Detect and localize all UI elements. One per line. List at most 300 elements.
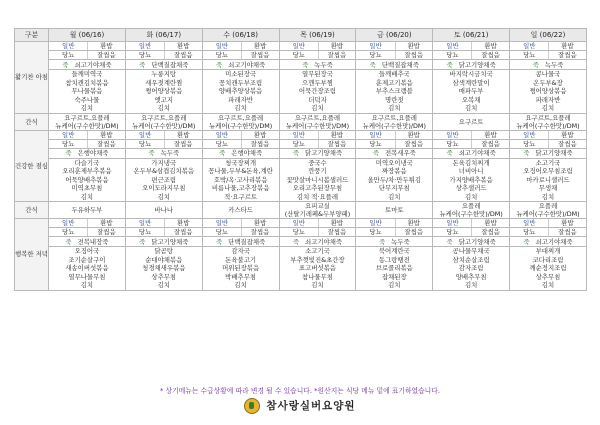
diet-sugar-label: 당뇨 <box>49 228 88 236</box>
dish-item: 청국장찌개 <box>225 158 257 167</box>
diet-chew-label: 잘씹음 <box>481 139 500 148</box>
dish-item: 앳고지 <box>154 95 174 104</box>
porridge-row <box>15 148 587 158</box>
diet-normal-label: 일반 <box>433 219 472 227</box>
dish-item: 오복채 <box>461 95 481 104</box>
porridge-item: 단백질잡채죽 <box>228 237 266 246</box>
snack-cell <box>279 202 356 219</box>
dish-item: 북어계란국 <box>378 247 410 255</box>
diet-cell <box>125 51 202 60</box>
diet-normal-label: 일반 <box>203 219 242 227</box>
dish-item: 상추무침 <box>535 272 561 281</box>
diet-chew-label: 잘씹음 <box>97 228 116 236</box>
dish-item: 삼치순살조림 <box>452 255 490 264</box>
porridge-item: 쇠고기야채죽 <box>458 149 496 157</box>
porridge-label: 죽 <box>523 237 530 246</box>
diet-low-label: 환밥 <box>407 42 420 50</box>
dish-item: 꽁나물,두부&돈육,계란 <box>208 167 273 175</box>
dish-item: 가지냉국 <box>151 158 177 167</box>
diet-cell <box>356 228 433 237</box>
diet-sugar-label: 당뇨 <box>280 51 319 59</box>
diet-chew-label: 잘씹음 <box>97 51 116 59</box>
dish-item: 참치캔김치볶음 <box>65 78 109 87</box>
porridge-cell <box>49 148 126 158</box>
dish-item: 훈제고기볶음 <box>375 78 413 87</box>
diet-sugar-label: 당뇨 <box>49 51 88 59</box>
dish-item: 상추무침 <box>151 272 177 281</box>
dish-row <box>15 70 587 114</box>
dish-item: 상추샐러드 <box>455 184 487 192</box>
snack-cell <box>125 113 202 130</box>
dish-item: 깨순정지조림 <box>529 264 567 272</box>
dish-item: 감자국 <box>231 247 250 255</box>
dish-item: 편근조림 <box>151 175 177 184</box>
diet-cell <box>279 228 356 237</box>
day-header: 수 (06/18) <box>202 29 279 42</box>
porridge-label: 죽 <box>292 237 300 246</box>
snack-item: 토마토 <box>385 206 404 214</box>
diet-cell <box>49 219 126 228</box>
porridge-label: 죽 <box>372 149 379 157</box>
diet-low-label: 환밥 <box>561 219 574 227</box>
porridge-cell <box>356 60 433 70</box>
dish-item: 어묵간장조림 <box>298 87 336 95</box>
day-header: 일 (06/22) <box>510 29 587 42</box>
dish-item: 적·요구르트 <box>224 192 258 201</box>
diet-cell <box>279 42 356 51</box>
dish-item: 김치 <box>234 281 247 289</box>
snack-cell <box>510 202 587 219</box>
diet-cell <box>356 219 433 228</box>
snack-cell <box>356 113 433 130</box>
dish-item: 부추껏빛진&초간장 <box>290 255 345 264</box>
snack-item: 요구르트,요플레 <box>294 113 341 122</box>
diet-chew-label: 잘씹음 <box>173 139 193 148</box>
dish-item: 다슬기국 <box>74 158 100 167</box>
diet-cell <box>279 130 356 139</box>
dish-item: 김치 <box>541 281 555 289</box>
snack-item: 뉴케어(구수한맛)/DM) <box>285 121 350 130</box>
diet-sugar-label: 당뇨 <box>510 140 549 148</box>
dish-item: 깐풍기 <box>308 167 327 175</box>
dish-item: 콩나물국 <box>535 70 561 78</box>
diet-cell <box>510 51 587 60</box>
porridge-item: 닭고기양채죽 <box>458 60 496 69</box>
dish-item: 쩡어양상볶음 <box>145 87 183 95</box>
dish-cell <box>433 247 510 291</box>
diet-low-label: 환밥 <box>177 130 190 139</box>
diet-sugar-label: 당뇨 <box>126 228 165 236</box>
dish-item: 공나물무채국 <box>452 247 490 255</box>
snack-item: (산탈기레페&두부양패) <box>284 210 351 218</box>
porridge-cell <box>433 237 510 247</box>
porridge-cell <box>279 60 356 70</box>
diet-chew-label: 잘씹음 <box>404 139 424 148</box>
dish-item: 김치 <box>311 281 324 289</box>
dish-item: 오이도라지무침 <box>142 184 186 192</box>
diet-chew-label: 잘씹음 <box>97 139 116 148</box>
diet-low-label: 환밥 <box>100 130 113 139</box>
dish-cell <box>279 70 356 114</box>
dish-item: 조기순살구이 <box>68 255 106 264</box>
dish-item: 돈육불고기 <box>225 255 257 264</box>
dish-item: 소고기국 <box>305 247 330 255</box>
facility-brand <box>0 398 600 414</box>
snack-cell <box>125 202 202 219</box>
diet-chew-label: 잘씹음 <box>327 51 347 59</box>
dish-item: 김치 <box>541 192 555 201</box>
dish-cell <box>202 247 279 291</box>
snack-item: 뉴케어(구수한맛)/DM) <box>516 121 580 130</box>
dish-item: 양배추양상볶음 <box>219 87 263 95</box>
snack-row <box>15 202 587 219</box>
diet-chew-label: 잘씹음 <box>173 228 193 236</box>
dish-item: 잡채된장 <box>381 272 407 281</box>
snack-cell <box>49 202 126 219</box>
meal-row <box>15 130 587 139</box>
diet-cell <box>49 228 126 237</box>
diet-chew-label: 잘씹음 <box>173 51 193 59</box>
dish-item: 올만두/차·만두튀김 <box>367 175 422 184</box>
diet-normal-label: 일반 <box>49 42 88 50</box>
diet-normal-label: 일반 <box>280 219 319 227</box>
porridge-label: 죽 <box>302 60 309 69</box>
porridge-cell <box>356 237 433 247</box>
porridge-item: 쇠고기야채죽 <box>305 237 343 246</box>
dish-item: 열무된장국 <box>302 70 333 78</box>
diet-cell <box>202 130 279 139</box>
porridge-label: 죽 <box>148 149 155 157</box>
dish-item: 누룽지탕 <box>151 70 177 78</box>
porridge-label: 죽 <box>292 149 300 157</box>
dish-item: 새송이버섯볶음 <box>65 264 109 272</box>
dish-item: 김치 <box>464 192 478 201</box>
diet-normal-label: 일반 <box>280 42 319 50</box>
diet-cell <box>125 130 202 139</box>
porridge-label: 죽 <box>532 60 539 69</box>
diet-cell <box>202 219 279 228</box>
meal-title: 행복한 저녁 <box>15 219 49 291</box>
dish-item: 마카로니샐러드 <box>526 175 570 184</box>
snack-item: 뉴케어(구수한맛)/DM) <box>439 210 503 218</box>
dish-item: 단무지무침 <box>378 184 410 192</box>
dish-item: 바지락시금치국 <box>449 70 493 78</box>
dish-item: 부추스크램블 <box>375 87 413 95</box>
porridge-item: 녹두죽 <box>544 60 564 69</box>
dish-cell <box>125 158 202 202</box>
porridge-row <box>15 237 587 247</box>
dish-item: 온두부&삼겹김치볶음 <box>133 167 195 175</box>
dish-item: 들깨배추국 <box>378 70 410 78</box>
diet-cell <box>356 42 433 51</box>
dish-item: 닭곰탕 <box>154 247 174 255</box>
dish-item: 청경채새우볶음 <box>142 264 186 272</box>
dish-item: 꽁치캔두부조림 <box>219 78 263 87</box>
diet-cell <box>510 228 587 237</box>
dish-item: 파래자반 <box>535 95 561 104</box>
diet-cell <box>356 130 433 139</box>
porridge-item: 단백질잡채죽 <box>381 60 419 69</box>
diet-cell <box>49 139 126 148</box>
diet-normal-label: 일반 <box>357 219 396 227</box>
dish-cell <box>433 70 510 114</box>
diet-cell <box>279 219 356 228</box>
porridge-item: 은행야채죽 <box>231 149 263 157</box>
diet-low-label: 환밥 <box>561 130 574 139</box>
dish-item: 오리고추된장무침 <box>292 184 343 192</box>
diet-chew-label: 잘씹음 <box>481 228 500 236</box>
dish-cell <box>125 70 202 114</box>
porridge-cell <box>433 148 510 158</box>
diet-chew-label: 잘씹음 <box>481 51 500 59</box>
porridge-item: 전복내장죽 <box>77 237 109 246</box>
dish-cell <box>49 247 126 291</box>
dish-item: 오리훈제부추볶음 <box>62 167 112 175</box>
diet-sugar-label: 당뇨 <box>126 51 165 59</box>
diet-normal-label: 일반 <box>357 42 396 50</box>
dish-item: 김치 <box>234 104 247 112</box>
dish-item: 미역오이냉국 <box>375 158 413 167</box>
dish-item: 짜장볶음 <box>381 167 407 175</box>
meal-title: 활기찬 아침 <box>15 42 49 114</box>
diet-cell <box>433 51 510 60</box>
porridge-item: 쇠고기야채죽 <box>535 237 573 246</box>
diet-chew-label: 잘씹음 <box>250 139 270 148</box>
porridge-cell <box>279 148 356 158</box>
porridge-item: 닭고기양채죽 <box>151 237 189 246</box>
dish-item: 어묵양배추볶음 <box>65 175 109 184</box>
dish-item: 김치 <box>388 192 401 201</box>
porridge-label: 죽 <box>378 237 386 246</box>
day-header: 금 (06/20) <box>356 29 433 42</box>
snack-item: 요구르트,요플레 <box>141 113 187 122</box>
diet-sugar-label: 당뇨 <box>280 228 319 236</box>
diet-cell <box>279 51 356 60</box>
diet-normal-label: 일반 <box>203 131 242 139</box>
dish-item: 김치 <box>388 281 401 289</box>
porridge-label: 죽 <box>523 149 530 157</box>
dish-item: 코다리조림 <box>532 255 564 264</box>
diet-cell <box>510 42 587 51</box>
diet-cell <box>125 139 202 148</box>
diet-sugar-label: 당뇨 <box>280 140 319 148</box>
diet-cell <box>356 51 433 60</box>
dish-item: 소고기국 <box>535 158 561 167</box>
diet-normal-label: 일반 <box>510 219 549 227</box>
diet-low-label: 환밥 <box>330 42 344 50</box>
diet-low-label: 환밥 <box>177 42 190 50</box>
dish-cell <box>202 158 279 202</box>
dish-cell <box>356 70 433 114</box>
snack-cell <box>433 113 510 130</box>
porridge-label: 죽 <box>446 60 453 69</box>
dish-item: 파래자반 <box>228 95 253 104</box>
dish-item: 호박/옥·고사리볶음 <box>213 175 268 184</box>
porridge-item: 쇠고기야채죽 <box>74 60 112 69</box>
diet-normal-label: 일반 <box>49 219 88 227</box>
dish-item: 김치 <box>157 104 170 112</box>
diet-chew-label: 잘씹음 <box>250 228 270 236</box>
porridge-label: 죽 <box>65 149 72 157</box>
diet-cell <box>49 130 126 139</box>
diet-low-label: 환밥 <box>484 219 497 227</box>
dish-item: 명란젓 <box>385 95 404 104</box>
snack-item: 뉴케어(구수한맛)/DM) <box>55 121 119 130</box>
dish-cell <box>202 70 279 114</box>
diet-sugar-label: 당뇨 <box>203 228 242 236</box>
diet-cell <box>433 219 510 228</box>
porridge-cell <box>49 237 126 247</box>
porridge-cell <box>125 60 202 70</box>
snack-cell <box>202 113 279 130</box>
dish-item: 브로콜리볶음 <box>375 264 413 272</box>
porridge-cell <box>510 60 587 70</box>
snack-item: 요플레 <box>538 202 558 210</box>
porridge-label: 죽 <box>369 60 376 69</box>
dish-item: 더덕지 <box>308 95 327 104</box>
dish-item: 돈육김치찌개 <box>452 158 490 167</box>
diet-chew-label: 잘씹음 <box>404 228 424 236</box>
porridge-label: 죽 <box>139 60 146 69</box>
dish-cell <box>125 247 202 291</box>
porridge-cell <box>202 60 279 70</box>
diet-sugar-label: 당뇨 <box>357 228 396 236</box>
diet-cell <box>202 139 279 148</box>
corner-label: 구분 <box>15 29 49 42</box>
diet-sugar-label: 당뇨 <box>126 140 165 148</box>
diet-cell <box>202 228 279 237</box>
dish-item: 참나물무침 <box>302 272 333 281</box>
diet-sugar-label: 당뇨 <box>357 51 396 59</box>
diet-chew-label: 잘씹음 <box>327 139 347 148</box>
porridge-label: 죽 <box>215 237 223 246</box>
diet-cell <box>433 130 510 139</box>
dish-item: 부대찌개 <box>535 247 561 255</box>
snack-cell <box>202 202 279 219</box>
diet-cell <box>433 228 510 237</box>
porridge-item: 닭고기양채죽 <box>458 237 496 246</box>
dish-item: 열무나물무침 <box>68 272 106 281</box>
porridge-label: 죽 <box>62 60 69 69</box>
dish-cell <box>49 158 126 202</box>
porridge-cell <box>49 60 126 70</box>
porridge-cell <box>433 60 510 70</box>
dish-item: 매파두부 <box>458 87 484 95</box>
diet-sugar-label: 당뇨 <box>433 228 472 236</box>
dish-item: 박배추무침 <box>225 272 257 281</box>
snack-row <box>15 113 587 130</box>
porridge-item: 단백질잡채죽 <box>151 60 189 69</box>
snack-item: 요구르트,요플레 <box>217 113 264 122</box>
porridge-cell <box>510 148 587 158</box>
diet-low-label: 환밥 <box>100 42 113 50</box>
snack-title: 간식 <box>15 113 49 130</box>
snack-cell <box>356 202 433 219</box>
day-header: 화 (06/17) <box>125 29 202 42</box>
snack-cell <box>433 202 510 219</box>
diet-normal-label: 일반 <box>280 131 319 139</box>
porridge-cell <box>279 237 356 247</box>
diet-cell <box>125 228 202 237</box>
porridge-cell <box>356 148 433 158</box>
dish-item: 표고버섯볶음 <box>298 264 336 272</box>
dish-cell <box>510 70 587 114</box>
snack-item: 요플레 <box>461 202 481 210</box>
porridge-item: 녹두죽 <box>314 60 333 69</box>
dish-item: 김치 <box>311 104 324 112</box>
dish-item: 김치 <box>80 192 94 201</box>
dish-item: 쩡어양상볶음 <box>529 87 567 95</box>
diet-cell <box>202 42 279 51</box>
porridge-item: 녹두죽 <box>391 237 410 246</box>
dish-item: 오징어오무침조림 <box>523 167 573 175</box>
snack-item: 요구르트,요플레 <box>64 113 110 122</box>
porridge-item: 녹두죽 <box>160 149 180 157</box>
snack-item: 요구르트,요플레 <box>525 113 571 122</box>
porridge-cell <box>202 148 279 158</box>
dish-cell <box>279 247 356 291</box>
dish-item: 김치 <box>157 281 170 289</box>
snack-item: 뉴케어(구수한맛)/DM) <box>208 121 273 130</box>
diet-cell <box>433 42 510 51</box>
dish-item: 김치 <box>80 281 94 289</box>
diet-chew-label: 잘씹음 <box>250 51 270 59</box>
header-row <box>15 29 587 42</box>
diet-cell <box>510 219 587 228</box>
dish-cell <box>279 158 356 202</box>
diet-cell <box>125 219 202 228</box>
snack-item: 카스타드 <box>228 206 253 214</box>
dish-item: 미역초무침 <box>71 184 103 192</box>
diet-normal-label: 일반 <box>510 42 549 50</box>
diet-row-2 <box>15 228 587 237</box>
porridge-item: 은행야채죽 <box>77 149 109 157</box>
diet-chew-label: 잘씹음 <box>558 51 577 59</box>
porridge-row <box>15 60 587 70</box>
diet-low-label: 환밥 <box>330 130 344 139</box>
dish-item: 중국수 <box>308 158 327 167</box>
dish-item: 감자조림 <box>458 264 484 272</box>
diet-low-label: 환밥 <box>253 42 267 50</box>
dish-item: 김치 <box>541 104 555 112</box>
diet-sugar-label: 당뇨 <box>49 140 88 148</box>
diet-low-label: 환밥 <box>253 219 267 227</box>
dish-cell <box>433 158 510 202</box>
diet-normal-label: 일반 <box>49 131 88 139</box>
snack-item: 두유하두부 <box>71 206 103 214</box>
dish-item: 김치 <box>157 192 170 201</box>
porridge-cell <box>125 148 202 158</box>
meal-title: 건강한 점심 <box>15 130 49 202</box>
weekly-menu-table <box>14 28 587 291</box>
diet-low-label: 환밥 <box>407 219 420 227</box>
snack-cell <box>279 113 356 130</box>
dish-item: 머위된장볶음 <box>222 264 260 272</box>
diet-normal-label: 일반 <box>126 42 165 50</box>
dish-row <box>15 158 587 202</box>
footer-note: * 상기메뉴는 수급상황에 따라 변경 될 수 있습니다. *원산지는 식당 메뉴 밑에 표기하였습니다. <box>160 387 440 395</box>
dish-item: 미소된장국 <box>225 70 257 78</box>
diet-low-label: 환밥 <box>253 130 267 139</box>
diet-low-label: 환밥 <box>100 219 113 227</box>
dish-cell <box>356 247 433 291</box>
facility-logo-icon <box>244 398 260 414</box>
diet-chew-label: 잘씹음 <box>558 228 577 236</box>
dish-item: 김치 <box>464 281 478 289</box>
porridge-label: 죽 <box>215 60 223 69</box>
porridge-label: 죽 <box>65 237 72 246</box>
diet-cell <box>510 139 587 148</box>
